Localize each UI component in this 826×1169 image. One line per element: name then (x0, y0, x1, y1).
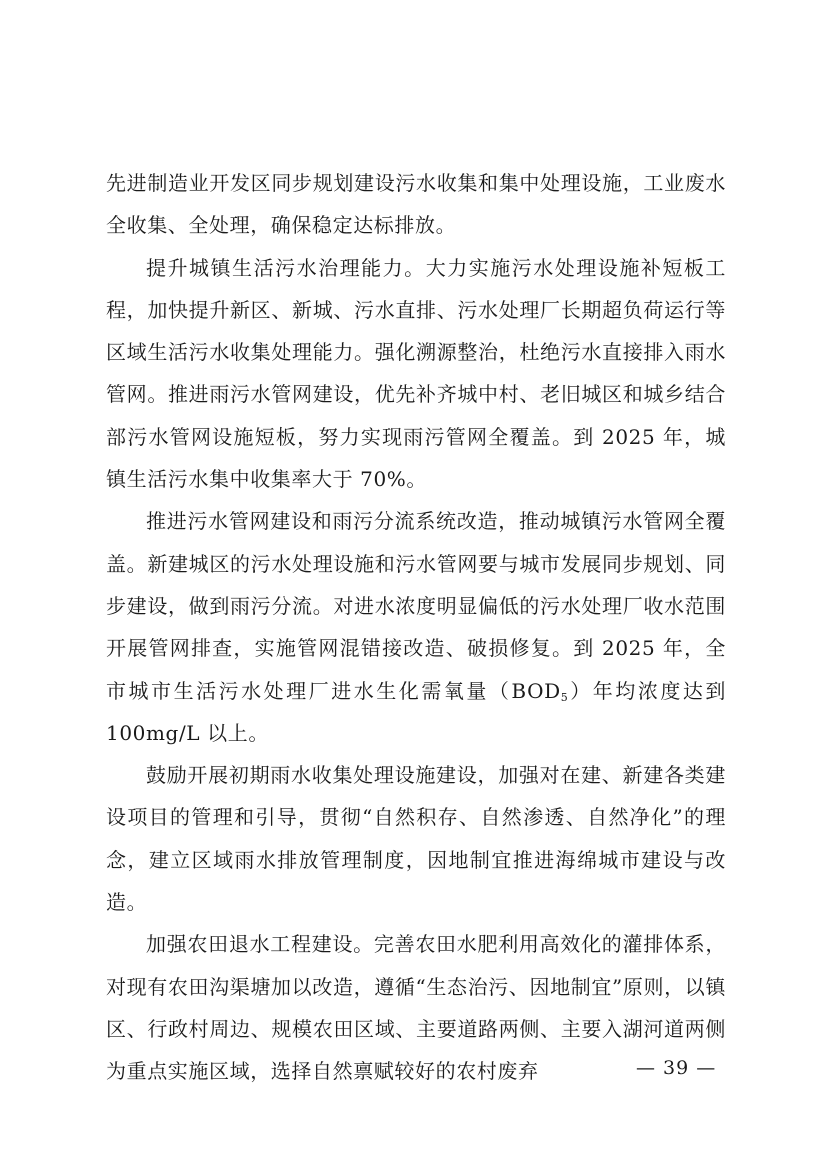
paragraph-continuation: 先进制造业开发区同步规划建设污水收集和集中处理设施，工业废水全收集、全处理，确保稳定达标排放。 (106, 171, 726, 238)
bod-subscript: 5 (560, 690, 569, 704)
body-text (106, 162, 726, 1093)
paragraph-sewer-network (106, 500, 726, 754)
page-number: — 39 — (636, 1057, 717, 1079)
paragraph-urban-sewage-capacity: 提升城镇生活污水治理能力。大力实施污水处理设施补短板工程，加快提升新区、新城、污水直排、污水处理厂长期超负荷运行等区域生活污水收集处理能力。强化溯源整治，杜绝污水直接排入雨水管网。推进雨污水管网建设，优先补齐城中村、老旧城区和城乡结合部污水管网设施短板，努力实现雨污管网全覆盖。到 2025 年，城镇生活污水集中收集率大于 70%。 (106, 255, 726, 492)
paragraph-text: 推进污水管网建设和雨污分流系统改造，推动城镇污水管网全覆盖。新建城区的污水处理设施和污水管网要与城市发展同步规划、同步建设，做到雨污分流。对进水浓度明显偏低的污水处理厂收水范围开展管网排查，实施管网混错接改造、破损修复。到 2025 年，全市城市生活污水处理厂进水生化需氧量（BOD (106, 509, 726, 703)
paragraph-rainwater-collection: 鼓励开展初期雨水收集处理设施建设，加强对在建、新建各类建设项目的管理和引导，贯彻“自然积存、自然渗透、自然净化”的理念，建立区域雨水排放管理制度，因地制宜推进海绵城市建设与改造。 (106, 763, 726, 915)
paragraph-farmland-drainage: 加强农田退水工程建设。完善农田水肥利用高效化的灌排体系，对现有农田沟渠塘加以改造，遵循“生态治污、因地制宜”原则，以镇区、行政村周边、规模农田区域、主要道路两侧、主要入湖河道两侧为重点实施区域，选择自然禀赋较好的农村废弃 (106, 932, 726, 1084)
paragraph-text: ）年均浓度达到 100mg/L 以上。 (106, 678, 726, 745)
